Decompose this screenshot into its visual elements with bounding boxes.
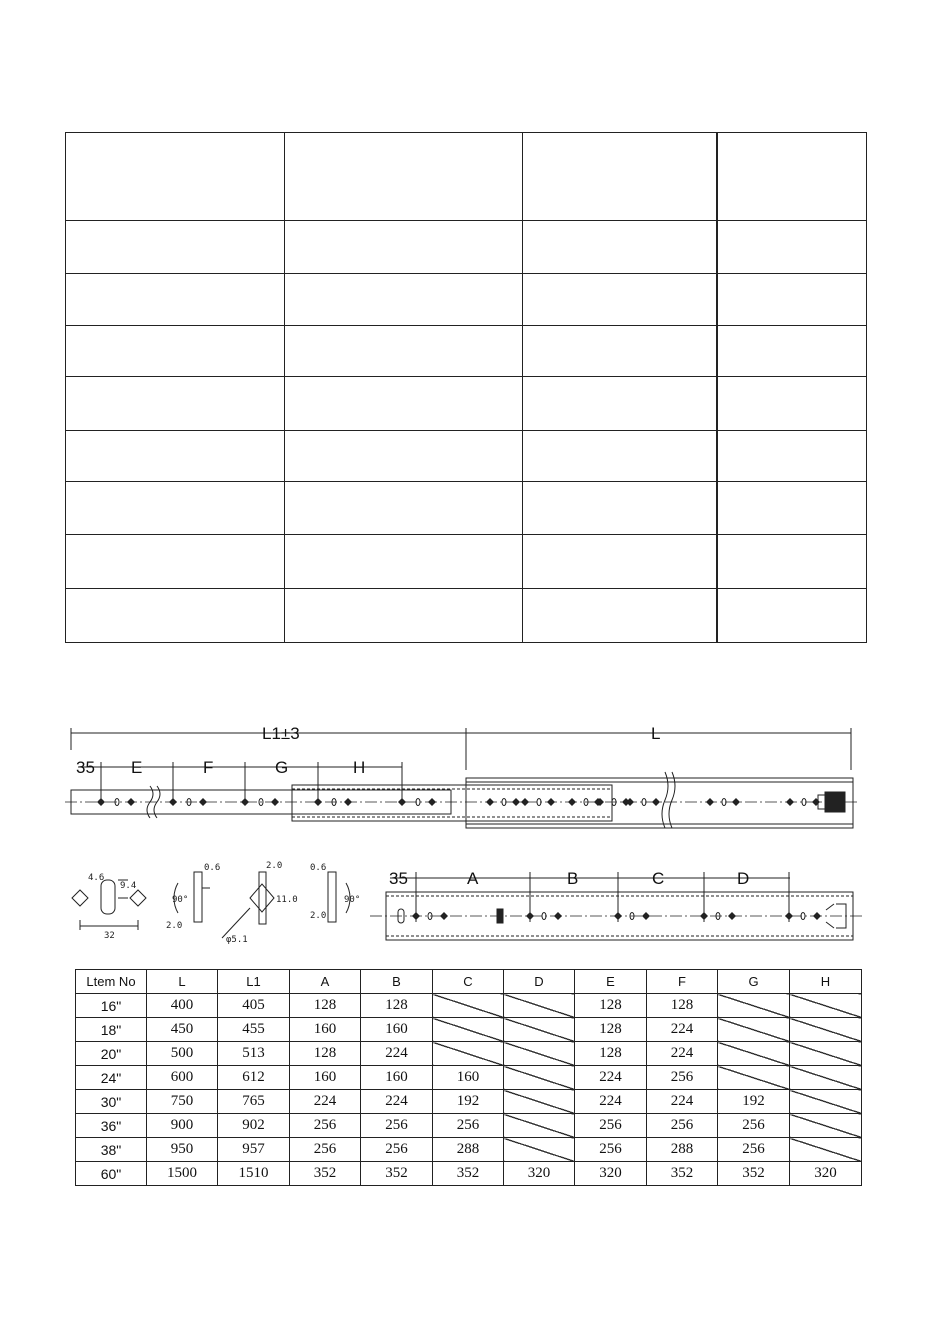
mounting-hole-icon [512,798,520,806]
empty-grid-cell [717,377,867,431]
not-applicable-cell [504,1114,575,1138]
empty-grid-cell [717,482,867,535]
spec-item-no-cell: 16" [76,994,147,1018]
empty-grid-cell [66,274,285,326]
table-row [76,1114,862,1138]
spec-value-cell: 352 [361,1162,433,1186]
not-applicable-cell [790,1066,862,1090]
spacing-label-a: A [467,869,479,888]
empty-grid-cell [285,589,523,643]
empty-grid-cell [66,133,285,221]
empty-grid-cell [717,221,867,274]
mounting-hole-icon [554,912,562,920]
empty-grid-cell [285,482,523,535]
spec-value-cell: 352 [433,1162,504,1186]
spec-value-cell: 320 [504,1162,575,1186]
not-applicable-cell [718,994,790,1018]
spec-value-cell: 224 [361,1090,433,1114]
not-applicable-cell [433,994,504,1018]
not-applicable-cell [504,1090,575,1114]
empty-grid-row [66,535,867,589]
spec-value-cell: 902 [218,1114,290,1138]
spec-value-cell: 160 [361,1066,433,1090]
empty-grid-cell [717,431,867,482]
spec-header-g: G [718,970,790,994]
spec-value-cell: 455 [218,1018,290,1042]
spec-value-cell: 352 [647,1162,718,1186]
mounting-hole-icon [412,912,420,920]
detail3-side: 11.0 [276,895,298,905]
mounting-hole-icon [398,798,406,806]
spec-header-e: E [575,970,647,994]
table-row [76,1090,862,1114]
spec-value-cell: 765 [218,1090,290,1114]
empty-grid-cell [285,221,523,274]
mounting-hole-icon [812,798,820,806]
offset-35-label: 35 [76,758,95,777]
spec-value-cell: 1500 [147,1162,218,1186]
mounting-hole-icon [785,912,793,920]
mounting-hole-icon [813,912,821,920]
spec-value-cell: 128 [361,994,433,1018]
spacing-label-d: D [737,869,750,888]
empty-grid-cell [523,274,717,326]
spec-item-no-cell: 24" [76,1066,147,1090]
empty-grid-row [66,431,867,482]
empty-grid-cell [717,274,867,326]
empty-grid-row [66,482,867,535]
table-row [76,1138,862,1162]
empty-grid-table [65,132,867,643]
mounting-hole-icon [728,912,736,920]
spec-value-cell: 224 [575,1066,647,1090]
spec-item-no-cell: 36" [76,1114,147,1138]
detail1-width: 4.6 [88,873,105,883]
spec-value-cell: 128 [647,994,718,1018]
spec-value-cell: 128 [575,994,647,1018]
not-applicable-cell [718,1018,790,1042]
mounting-hole-icon [344,798,352,806]
spec-value-cell: 128 [575,1042,647,1066]
not-applicable-cell [790,994,862,1018]
mounting-hole-icon [169,798,177,806]
not-applicable-cell [504,1066,575,1090]
not-applicable-cell [718,1042,790,1066]
mounting-hole-icon [521,798,529,806]
empty-grid-cell [523,589,717,643]
spec-header-f: F [647,970,718,994]
not-applicable-cell [433,1018,504,1042]
spec-value-cell: 224 [575,1090,647,1114]
spec-value-cell: 160 [290,1018,361,1042]
spec-value-cell: 405 [218,994,290,1018]
empty-grid-cell [285,274,523,326]
mounting-hole-icon [199,798,207,806]
spec-value-cell: 224 [290,1090,361,1114]
table-row [76,1162,862,1186]
detail4-bottom: 2.0 [310,911,327,921]
table-row [76,1018,862,1042]
slide-side-view-drawing [0,720,933,840]
spec-value-cell: 750 [147,1090,218,1114]
spec-value-cell: 256 [361,1114,433,1138]
empty-grid-cell [523,221,717,274]
spec-value-cell: 224 [647,1042,718,1066]
spec-value-cell: 192 [433,1090,504,1114]
spacing-label-e: E [131,758,143,777]
spec-value-cell: 256 [575,1138,647,1162]
mounting-hole-icon [700,912,708,920]
mounting-hole-icon [547,798,555,806]
spec-value-cell: 256 [290,1138,361,1162]
mounting-hole-icon [732,798,740,806]
spec-value-cell: 612 [218,1066,290,1090]
empty-grid-row [66,133,867,221]
spec-value-cell: 513 [218,1042,290,1066]
spec-value-cell: 900 [147,1114,218,1138]
spec-value-cell: 256 [575,1114,647,1138]
spec-value-cell: 352 [718,1162,790,1186]
slide-length-label: L [651,724,661,743]
not-applicable-cell [790,1114,862,1138]
table-row [76,994,862,1018]
detail1-base: 32 [104,931,115,941]
spacing-label-f: F [203,758,214,777]
empty-grid-cell [285,377,523,431]
not-applicable-cell [790,1042,862,1066]
mounting-hole-icon [127,798,135,806]
mounting-hole-icon [614,912,622,920]
overall-length-label: L1±3 [262,724,300,743]
spec-value-cell: 256 [647,1066,718,1090]
detail1-height: 9.4 [120,881,137,891]
spacing-label-c: C [652,869,665,888]
spec-value-cell: 160 [361,1018,433,1042]
spec-value-cell: 957 [218,1138,290,1162]
spec-value-cell: 288 [433,1138,504,1162]
mounting-hole-icon [314,798,322,806]
spec-value-cell: 600 [147,1066,218,1090]
empty-grid-cell [523,535,717,589]
empty-grid-cell [717,326,867,377]
empty-grid-cell [66,535,285,589]
not-applicable-cell [504,1138,575,1162]
spec-value-cell: 128 [290,1042,361,1066]
spec-header-h: H [790,970,862,994]
empty-grid-cell [523,431,717,482]
empty-grid-cell [523,377,717,431]
spec-value-cell: 160 [290,1066,361,1090]
spec-value-cell: 450 [147,1018,218,1042]
spec-header-d: D [504,970,575,994]
mounting-hole-icon [526,912,534,920]
spec-value-cell: 256 [647,1114,718,1138]
detail2-angle: 90° [172,895,189,905]
spec-header-b: B [361,970,433,994]
empty-grid-cell [66,377,285,431]
spec-value-cell: 400 [147,994,218,1018]
spec-value-cell: 1510 [218,1162,290,1186]
empty-grid-cell [523,482,717,535]
mounting-hole-icon [642,912,650,920]
not-applicable-cell [504,1018,575,1042]
table-row [76,1042,862,1066]
mounting-hole-icon [271,798,279,806]
detail2-top: 0.6 [204,863,221,873]
spec-value-cell: 224 [361,1042,433,1066]
spec-header-l1: L1 [218,970,290,994]
not-applicable-cell [433,1042,504,1066]
spec-value-cell: 256 [290,1114,361,1138]
mounting-hole-icon [440,912,448,920]
rail-offset-35-label: 35 [389,869,408,888]
empty-grid-row [66,377,867,431]
empty-grid-cell [285,535,523,589]
spec-item-no-cell: 38" [76,1138,147,1162]
spec-header-item-no: Ltem No [76,970,147,994]
spacing-label-g: G [275,758,289,777]
empty-grid-cell [285,133,523,221]
spec-value-cell: 128 [575,1018,647,1042]
empty-grid-cell [717,133,867,221]
empty-grid-row [66,221,867,274]
empty-grid-cell [66,431,285,482]
spec-header-l: L [147,970,218,994]
spec-value-cell: 500 [147,1042,218,1066]
mounting-hole-icon [97,798,105,806]
detail4-top: 0.6 [310,863,327,873]
not-applicable-cell [504,994,575,1018]
empty-grid-cell [285,431,523,482]
empty-grid-cell [66,482,285,535]
empty-grid-cell [523,133,717,221]
spec-item-no-cell: 60" [76,1162,147,1186]
spec-value-cell: 256 [718,1114,790,1138]
mounting-hole-icon [786,798,794,806]
detail3-top: 2.0 [266,861,283,871]
empty-grid-cell [717,535,867,589]
empty-grid-cell [66,326,285,377]
spacing-label-b: B [567,869,579,888]
spec-header-c: C [433,970,504,994]
mounting-hole-icon [652,798,660,806]
spec-value-cell: 224 [647,1090,718,1114]
spec-value-cell: 128 [290,994,361,1018]
mounting-hole-icon [428,798,436,806]
spec-value-cell: 288 [647,1138,718,1162]
spacing-label-h: H [353,758,366,777]
spec-header-a: A [290,970,361,994]
empty-grid-row [66,326,867,377]
not-applicable-cell [790,1138,862,1162]
spec-value-cell: 950 [147,1138,218,1162]
spec-item-no-cell: 30" [76,1090,147,1114]
spec-value-cell: 256 [433,1114,504,1138]
spec-value-cell: 320 [575,1162,647,1186]
table-row [76,1066,862,1090]
mounting-hole-icon [486,798,494,806]
outer-rail-drawing [0,862,933,952]
empty-grid-row [66,589,867,643]
mounting-hole-icon [568,798,576,806]
empty-grid-cell [717,589,867,643]
not-applicable-cell [790,1018,862,1042]
spec-value-cell: 224 [647,1018,718,1042]
spec-value-cell: 256 [361,1138,433,1162]
slide-spec-table [75,969,862,1186]
spec-value-cell: 192 [718,1090,790,1114]
empty-grid-cell [66,589,285,643]
not-applicable-cell [718,1066,790,1090]
spec-value-cell: 320 [790,1162,862,1186]
spec-value-cell: 352 [290,1162,361,1186]
spec-table-header-row [76,970,862,994]
not-applicable-cell [790,1090,862,1114]
detail2-bottom: 2.0 [166,921,183,931]
empty-grid-cell [285,326,523,377]
spec-item-no-cell: 20" [76,1042,147,1066]
detail4-angle: 90° [344,895,361,905]
spec-value-cell: 256 [718,1138,790,1162]
not-applicable-cell [504,1042,575,1066]
spec-item-no-cell: 18" [76,1018,147,1042]
mounting-hole-icon [241,798,249,806]
mounting-hole-icon [706,798,714,806]
empty-grid-cell [523,326,717,377]
detail3-diameter: φ5.1 [226,935,248,945]
empty-grid-cell [66,221,285,274]
spec-value-cell: 160 [433,1066,504,1090]
empty-grid-row [66,274,867,326]
